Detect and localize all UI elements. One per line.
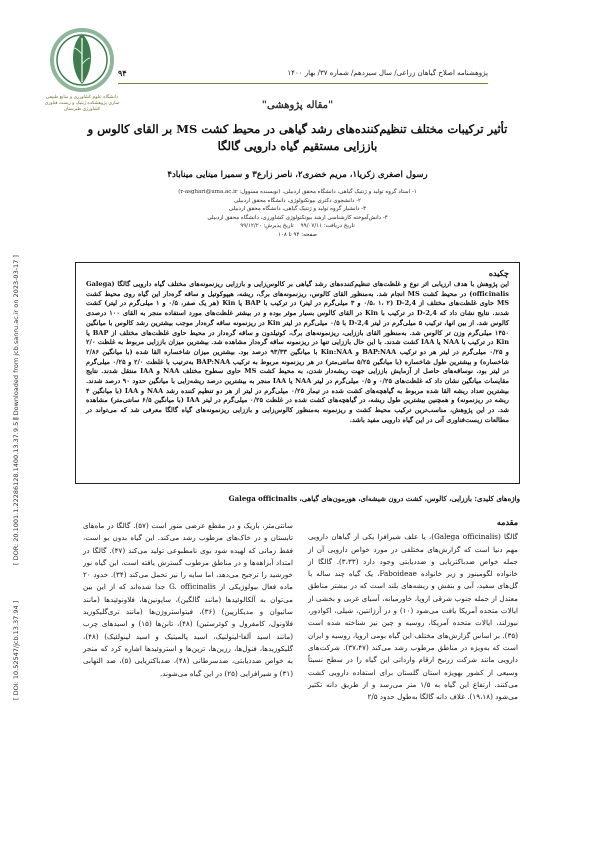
intro-right-column [308,516,518,703]
article-dates [80,222,515,231]
intro-left-column [83,520,293,680]
running-header [118,66,488,80]
abstract-heading: چکیده [488,268,509,278]
accepted-date: تاریخ پذیرش: ۹۹/۱۲/۲۰ [240,223,294,230]
intro-left-text: سانتی‌متر، باریک و در مقطع عرضی منور است (۵۷). گالگا در ماه‌های تابستان و در خاک‌های مرطوب رشد می‌کند. این گیاه بدون بو است، فقط زمانی که لهیده شود بوی نامطبوعی تولید می‌کند (۴۷). گالگا در امتداد آبراهه‌ها و در مناطق مرطوب گسترش یافته است، این گیاه نور خورشید را ترجیح می‌دهد، اما سایه را نیز تحمل می‌کند (۳۴). حدود ۲۰ ماده فعال بیولوژیکی از G. officinalis جدا شده‌اند که از این بین می‌توان به آلکالوئیدها (مانند گالگین)، ساپونین‌ها، فلاونوئیدها (مانند ساتیوان و مدیکارپین) (۳۶)، فیتواستروژن‌ها (مانند تری‌گلیکوزید فلاونول، کامفرول و کوئرستین) (۴۸)، تانن‌ها (۱۵) و اسیدهای چرب (مانند اسید آلفا-لینولنیک، اسید پالمیتیک و اسید لینولئیک) (۴۸)، گلیکوزیدها، فنول‌ها، رزین‌ها، ترپن‌ها و استروئیدها اشاره کرد که منجر به خواص ضددیابتی، ضدسرطانی (۴۸)، ضدباکتریایی (۵)، ضد التهابی (۳۱) و شیرافزایی (۲۵) در این گیاه می‌شوند. [83,521,294,678]
abstract-box [75,262,520,484]
page-number: ۹۴ [118,68,127,78]
intro-heading: مقدمه [496,517,518,527]
affiliation-1: ۱- استاد گروه تولید و ژنتیک گیاهی، دانشگاه محقق اردبیلی، (نویسنده مسوول: r-asghari@uma.ac.ir) [178,189,417,195]
journal-info: پژوهشنامه اصلاح گیاهان زراعی/ سال سیزدهم/ شماره ۳۷/ بهار ۱۴۰۰ [287,69,488,77]
page-range: صفحه: ۹۴ تا ۱۰۸ [277,231,318,238]
affiliations [80,188,515,240]
keywords: واژه‌های کلیدی: باززایی، کالوس، کشت درون شیشه‌ای، هورمون‌های گیاهی، Galega officinalis [228,494,520,503]
affiliation-4: ۴- دانش‌آموخته کارشناسی ارشد بیوتکنولوژی کشاورزی، دانشگاه محقق اردبیلی [207,214,388,221]
affiliation-2: ۲- دانشجوی دکتری بیوتکنولوژی، دانشگاه محقق اردبیلی [234,197,361,204]
side-note-doi: [ DOI: 10.52547/jcb.13.37.94 ] [12,600,20,700]
abstract-text: این پژوهش با هدف ارزیابی اثر نوع و غلظت‌های تنظیم‌کننده‌های رشد گیاهی بر کالوس‌زایی و باززایی ریزنمونه‌های مختلف گیاه دارویی گالگا (Galega officinalis) در محیط کشت MS انجام شد. به‌منظور القای کالوس، ریزنمونه‌های برگ، ریشه، هیپوکوتیل و ساقه گره‌دار این گیاه روی محیط کشت MS حاوی غلظت‌های مختلف از 2,4-D (۰/۵، ۱، ۲ و ۳ میلی‌گرم در لیتر) در ترکیب با BAP یا Kin (هر یک صفر، ۰/۵ و ۱ میلی‌گرم در لیتر) کشت شدند. نتایج نشان داد که 2,4-D در ترکیب با Kin در القای کالوس بسیار موثر بوده و در بیشتر غلظت‌های مورد استفاده منجر به القای ۱۰۰ درصدی کالوس شد. از بین انها، ترکیب ۵ میلی‌گرم در لیتر 2,4-D با ۰/۵ میلی‌گرم در لیتر Kin در ریزنمونه ساقه گره‌دار موجب بیشترین رشد کالوس با میانگین ۱۴۵۰ میلی‌گرم وزن تر کالوس شد. به‌منظور القای باززایی، ریزنمونه‌های برگ، کوتیلدون و ساقه گره‌دار در محیط حاوی غلظت‌های مختلف از BAP یا Kin در ترکیب با NAA یا IAA کشت شدند. با این حال باززایی تنها در ریزنمونه ساقه گره‌دار مشاهده شد. بیشترین میزان باززایی مربوط به غلظت ۲/۰ و ۰/۲۵ میلی‌گرم در لیتر هر دو ترکیب BAP:NAA و Kin:NAA با میانگین ۹۳/۳۳ درصد بود. بیشترین میزان شاخساره القا شده (با میانگین ۲/۸۶ شاخساره) و بیشترین طول شاخساره (با میانگین ۵/۲۵ سانتی‌متر) در هر ریزنمونه مربوط به ترکیب BAP:NAA به‌ترتیب با غلظت ۲/۰ و ۰/۲۵ میلی‌گرم در لیتر بود. نوساقه‌های حاصل از آزمایش باززایی جهت ریشه‌دار شدن، به محیط کشت MS حاوی سطوح مختلف NAA و IAA منتقل شدند. نتایج مقایسات میانگین نشان داد که غلظت‌های ۰/۲۵ و ۰/۵ میلی‌گرم در لیتر NAA یا IAA منجر به بیشترین درصد ریشه‌زایی با میانگین حدود ۹۰ درصد شدند. بیشترین تعداد ریشه القا شده مربوط به گیاهچه‌های کشت شده در تیمار ۰/۲۵ میلی‌گرم در لیتر از هر دو تنظیم کننده رشد NAA و IAA (با میانگین ۴ ریشه در ریزنمونه) و همچنین بیشترین طول ریشه، در گیاهچه‌های کشت شده در غلظت ۰/۲۵ میلی‌گرم در لیتر IAA (با میانگین ۶/۵ سانتی‌متر) مشاهده شد. در این پژوهش، مناسب‌ترین ترکیب محیط کشت و ریزنمونه به‌منظور کالوس‌زایی و باززایی ریزنمونه‌های گیاه گالگا معرفی شد که می‌تواند در مطالعات زیست‌فناوری آتی در این گیاه دارویی مفید باشد. [86,280,510,424]
article-type: "مقاله پژوهشی" [261,100,334,111]
side-note-downloaded: [ Downloaded from jcb.sanru.ac.ir on 2023-03-17 ] [12,255,20,420]
intro-right-text: گالگا (Galega officinalis)، یا علف شیرافزا یکی از گیاهان دارویی مهم دنیا است که گزارش‌های مختلفی در مورد خواص دارویی آن از جمله خواص ضدباکتریایی و ضددیابتی وجود دارد (۳،۳۳). گالگا از خانواده لگومینوز و زیر خانواده Faboideae، یک گیاه چند ساله با گل‌های سفید، آبی و بنفش و ریشه‌های بلند است که در بیشتر مناطق معتدل از جمله جنوب شرقی اروپا، خاورمیانه، آسیای غربی و بخشی از ایالات متحده آمریکا یافت می‌شود (۱۰) و در آرژانتین، شیلی، اکوادور، نیوزلند، ایالات متحده آمریکا، روسیه و چین نیز شناخته شده است (۳۵). بر اساس گزارش‌های مختلف این گیاه بومی اروپا، روسیه و ایران است که به‌ویژه در مناطق مرطوب رشد می‌کند (۳۷،۴۷). شرکت‌های دارویی مانند شرکت زرنیخ ارقام وارداتی این گیاه را در سطح نسبتاً وسیعی از کشور بهویژه استان گلستان برای استفاده دارویی کشت می‌کنند. ارتفاع این گیاه به ۱/۵ متر می‌رسد و از طریق دانه تکثیر می‌شود (۱۹،۱۸). غلاف دانه گالگا به‌طول حدود ۲/۵ [308,532,519,702]
header-rule [118,83,488,84]
author-list: رسول اصغری زکریا۱، مریم خضری۲، ناصر زارع۳ و سمیرا مینایی میناباد۴ [167,170,428,180]
side-note-dor: [ DOR: 20.1001.1.22286128.1400.13.37.9.5 ] [12,417,20,565]
received-date: تاریخ دریافت: ۹۹/۰۷/۱۱ [300,223,355,230]
logo-caption: دانشگاه علوم کشاورزی و منابع طبیعی ساری پژوهشکده ژنتیک و زیست فناوری کشاورزی طبرستان [44,95,120,112]
article-title: تأثیر ترکیبات مختلف تنظیم‌کننده‌های رشد گیاهی در محیط کشت MS بر القای کالوس و باززایی مستقیم گیاه دارویی گالگا [87,122,508,153]
affiliation-3: ۳- دانشیار گروه تولید و ژنتیک گیاهی، دانشگاه محقق اردبیلی [228,206,367,213]
